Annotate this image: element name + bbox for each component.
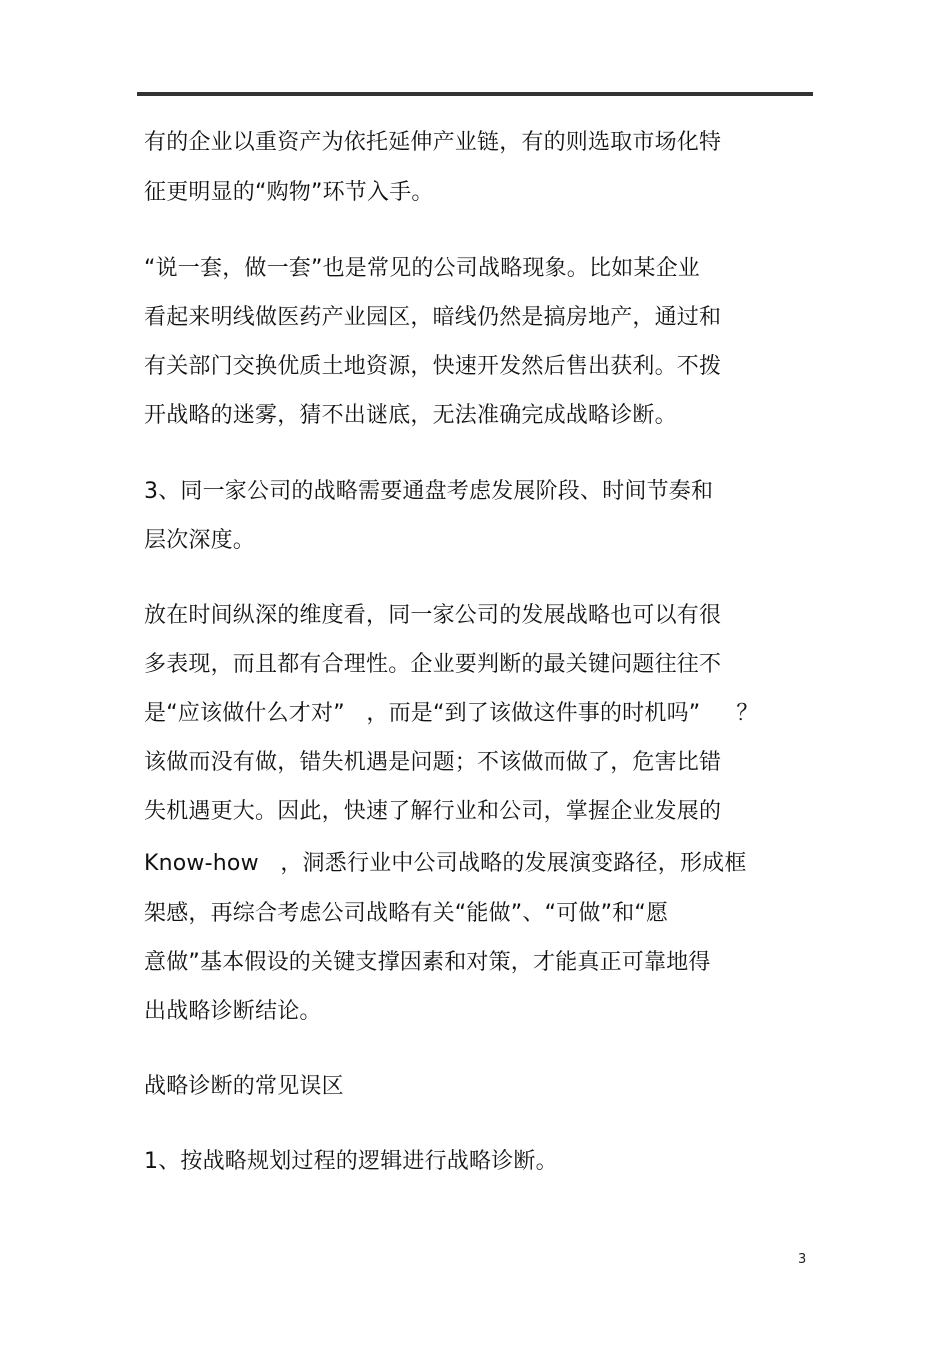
body-text-line: Know-how ，洞悉行业中公司战略的发展演变路径，形成框	[144, 851, 747, 876]
body-text-line: 征更明显的“购物”环节入手。	[144, 180, 434, 205]
body-text-line: 架感，再综合考虑公司战略有关“能做”、“可做”和“愿	[144, 901, 669, 926]
body-text-line: 出战略诊断结论。	[144, 999, 322, 1024]
numbered-point-line: 3、同一家公司的战略需要通盘考虑发展阶段、时间节奏和	[144, 479, 714, 504]
page-number: 3	[798, 1252, 807, 1267]
body-text-line: 意做”基本假设的关键支撑因素和对策，才能真正可靠地得	[144, 950, 711, 975]
body-text-line: 放在时间纵深的维度看，同一家公司的发展战略也可以有很	[144, 603, 722, 628]
numbered-point-line: 1、按战略规划过程的逻辑进行战略诊断。	[144, 1149, 558, 1174]
body-text-line: 开战略的迷雾，猜不出谜底，无法准确完成战略诊断。	[144, 403, 677, 428]
body-text-line: 失机遇更大。因此，快速了解行业和公司，掌握企业发展的	[144, 799, 722, 824]
section-heading: 战略诊断的常见误区	[144, 1074, 344, 1099]
body-text-line: 该做而没有做，错失机遇是问题；不该做而做了，危害比错	[144, 750, 722, 775]
numbered-point-line: 层次深度。	[144, 528, 256, 553]
body-text-line: 有的企业以重资产为依托延伸产业链，有的则选取市场化特	[144, 130, 722, 155]
body-text-line: “说一套，做一套”也是常见的公司战略现象。比如某企业	[144, 256, 700, 281]
header-rule	[137, 92, 813, 96]
body-text-line: 多表现，而且都有合理性。企业要判断的最关键问题往往不	[144, 652, 722, 677]
body-text-line: 看起来明线做医药产业园区，暗线仍然是搞房地产，通过和	[144, 305, 722, 330]
body-text-line: 有关部门交换优质土地资源，快速开发然后售出获利。不拨	[144, 354, 722, 379]
body-text-line: 是“应该做什么才对” ，而是“到了该做这件事的时机吗” ？	[144, 701, 759, 726]
